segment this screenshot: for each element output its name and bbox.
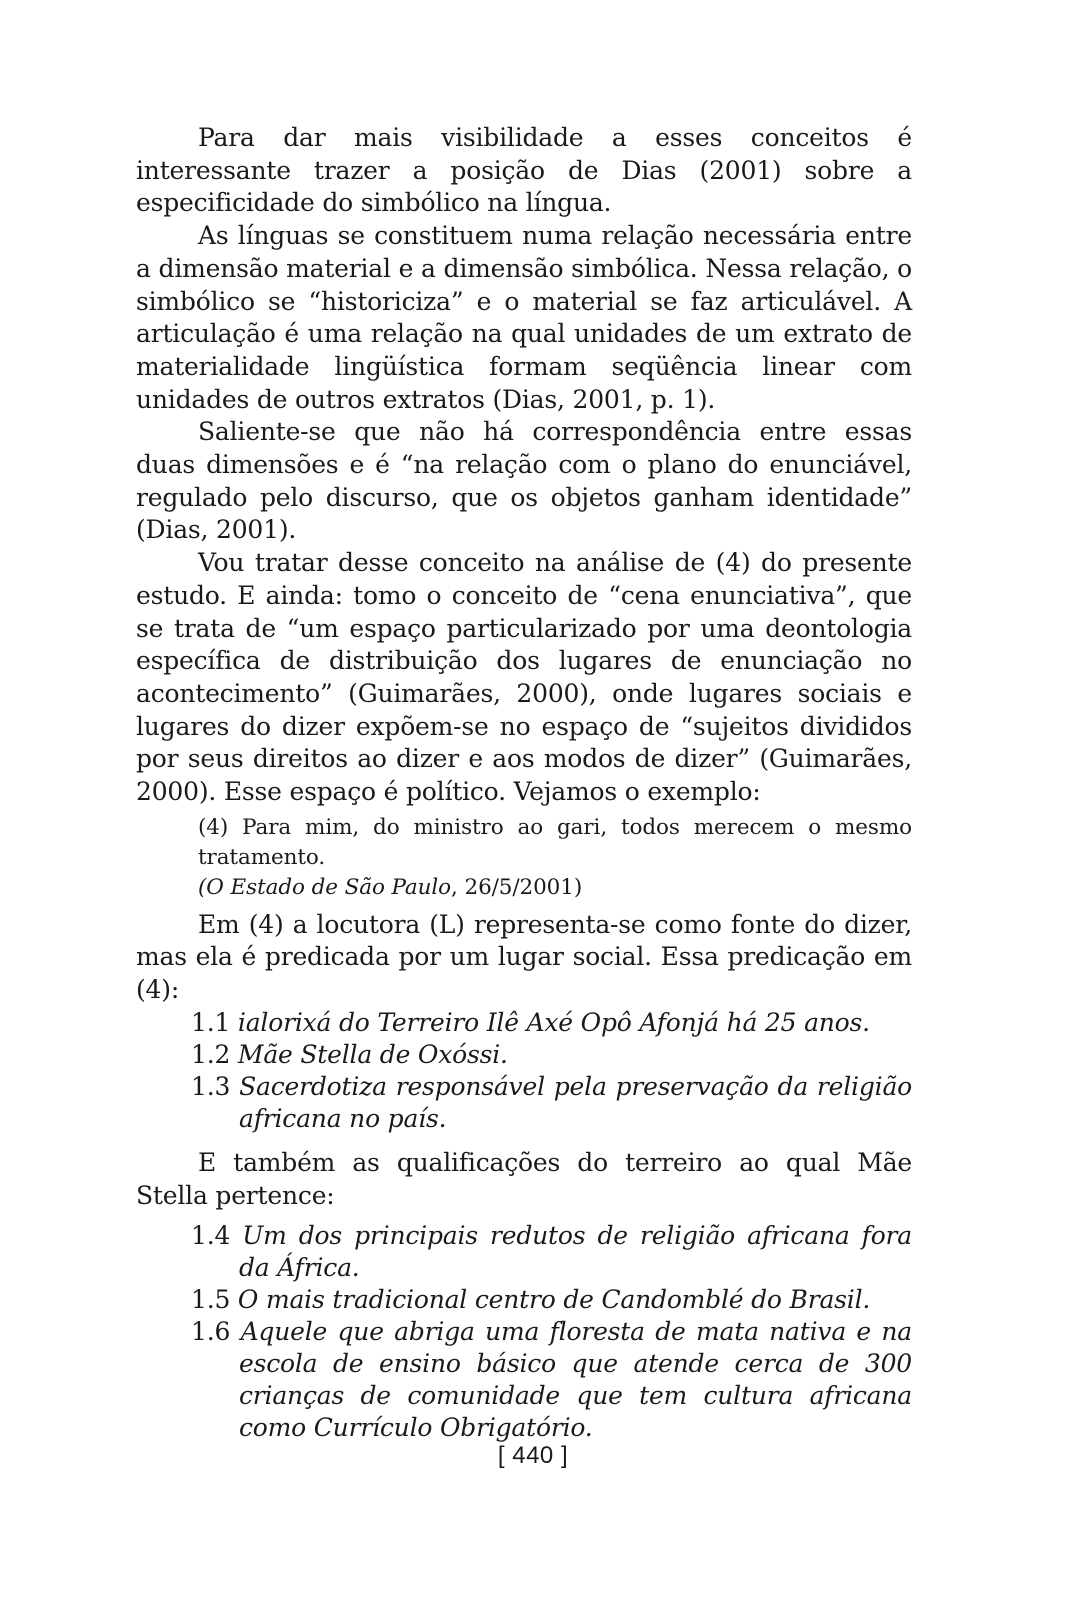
- item-number: 1.1: [191, 1007, 231, 1037]
- item-number: 1.6: [191, 1317, 231, 1347]
- item-text: Sacerdotiza responsável pela preservação da religião africana no país.: [239, 1071, 913, 1133]
- page-number: [ 440 ]: [497, 1442, 569, 1469]
- item-text: O mais tradicional centro de Candomblé do Brasil.: [237, 1285, 871, 1315]
- item-number: 1.5: [191, 1285, 231, 1315]
- item-number: 1.4: [191, 1221, 231, 1251]
- paragraph: As línguas se constituem numa relação necessária entre a dimensão material e a dimensão simbólica. Nessa relação, o simbólico se “historiciza” e o material se faz articulável. A articulação é uma relação na qual unidades de um extrato de materialidade lingüística formam seqüência linear com unidades de outros extratos (Dias, 2001, p. 1).: [136, 221, 912, 414]
- paragraph: E também as qualificações do terreiro ao qual Mãe Stella pertence:: [136, 1147, 912, 1210]
- quote-source-title: O Estado de São Paulo: [206, 874, 452, 900]
- qualification-item: [191, 1220, 912, 1284]
- predication-item: [191, 1071, 912, 1135]
- item-number: 1.2: [191, 1039, 231, 1069]
- predication-item: [191, 1039, 912, 1071]
- paragraph: Vou tratar desse conceito na análise de (4) do presente estudo. E ainda: tomo o conceito de “cena enunciativa”, que se trata de “um espaço particularizado por uma deontologia específica de distribuição dos lugares de enunciação no acontecimento” (Guimarães, 2000), onde lugares sociais e lugares do dizer expõem-se no espaço de “sujeitos divididos por seus direitos ao dizer e aos modos de dizer” (Guimarães, 2000). Esse espaço é político. Vejamos o exemplo:: [136, 548, 912, 807]
- qualification-item: [191, 1316, 912, 1444]
- item-text: Mãe Stella de Oxóssi.: [237, 1039, 508, 1069]
- paragraph: Em (4) a locutora (L) representa-se como fonte do dizer, mas ela é predicada por um lugar social. Essa predicação em (4):: [136, 909, 912, 1005]
- quote-source: [198, 873, 912, 903]
- example-quote: (4) Para mim, do ministro ao gari, todos merecem o mesmo tratamento.: [198, 814, 912, 870]
- qualification-item: [191, 1284, 912, 1316]
- paragraph: Saliente-se que não há correspondência entre essas duas dimensões e é “na relação com o plano do enunciável, regulado pelo discurso, que os objetos ganham identidade” (Dias, 2001).: [136, 417, 912, 545]
- paragraph: Para dar mais visibilidade a esses conceitos é interessante trazer a posição de Dias (2001) sobre a especificidade do simbólico na língua.: [136, 123, 912, 218]
- predication-item: [191, 1007, 912, 1039]
- item-text: ialorixá do Terreiro Ilê Axé Opô Afonjá há 25 anos.: [237, 1007, 870, 1037]
- item-text: Um dos principais redutos de religião africana fora da África.: [239, 1221, 912, 1283]
- quote-source-open: (: [198, 874, 207, 900]
- item-number: 1.3: [191, 1071, 231, 1101]
- quote-source-tail: , 26/5/2001): [451, 874, 583, 900]
- page-body: [136, 122, 912, 1444]
- item-text: Aquele que abriga uma floresta de mata nativa e na escola de ensino básico que atende cerca de 300 crianças de comunidade que tem cultura africana como Currículo Obrigatório.: [239, 1317, 913, 1443]
